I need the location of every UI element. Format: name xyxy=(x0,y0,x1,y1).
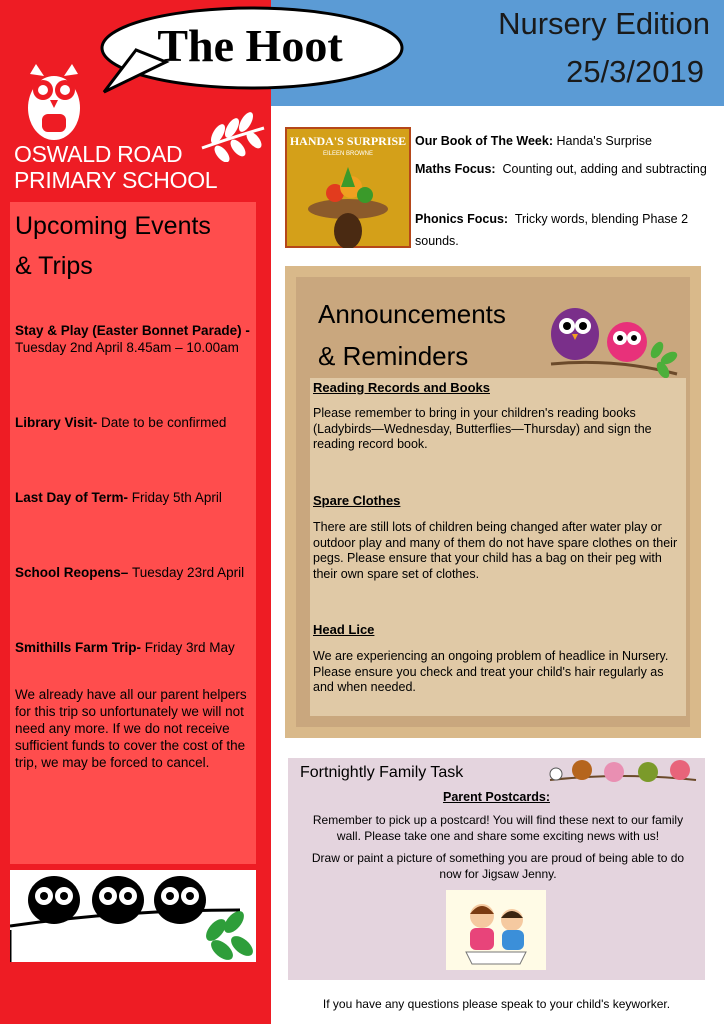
event-detail: Tuesday 2nd April 8.45am – 10.00am xyxy=(15,340,239,355)
event-item xyxy=(15,414,255,431)
children-writing-image xyxy=(446,890,546,970)
announcement-body: There are still lots of children being changed after water play or outdoor play and many of them do not have spare clothes on their pegs. Please ensure that your child has a bag on their peg with their own spare set of clothes. xyxy=(313,520,678,581)
owl-icon xyxy=(22,62,86,142)
event-label: Library Visit- xyxy=(15,415,102,430)
event-label: Last Day of Term- xyxy=(15,490,132,505)
owls-row-icon xyxy=(548,758,698,788)
school-name-line2: PRIMARY SCHOOL xyxy=(14,167,218,193)
event-label: Stay & Play (Easter Bonnet Parade) - xyxy=(15,323,250,338)
phonics-label: Phonics Focus: xyxy=(415,212,509,226)
announcement-heading: Spare Clothes xyxy=(313,493,401,508)
family-task-subtitle: Parent Postcards: xyxy=(443,790,550,804)
owls-on-branch-icon xyxy=(10,870,256,962)
maths-label: Maths Focus: xyxy=(415,162,496,176)
event-detail: Date to be confirmed xyxy=(101,415,227,430)
announcement-heading: Head Lice xyxy=(313,622,375,637)
event-item xyxy=(15,564,255,581)
events-title xyxy=(15,206,255,286)
book-cover-title: HANDA'S SURPRISE xyxy=(289,134,407,148)
newsletter-title: The Hoot xyxy=(157,20,343,71)
event-detail: Tuesday 23rd April xyxy=(132,565,245,580)
phonics-value: Tricky words, blending Phase 2 sounds. xyxy=(415,212,689,248)
footer-note: If you have any questions please speak to your child's keyworker. xyxy=(322,997,671,1011)
edition-label: Nursery Edition xyxy=(498,6,710,41)
owls-pair-icon xyxy=(545,298,685,388)
event-item xyxy=(15,489,255,506)
maths-focus xyxy=(415,158,715,180)
events-title-line1: Upcoming Events xyxy=(15,212,211,240)
events-title-line2: & Trips xyxy=(15,252,93,280)
book-cover-image xyxy=(285,127,411,248)
announcements-title-line2: & Reminders xyxy=(318,341,469,371)
event-item xyxy=(15,639,255,656)
phonics-focus xyxy=(415,208,715,252)
book-value: Handa's Surprise xyxy=(556,134,652,148)
family-task-title: Fortnightly Family Task xyxy=(300,764,464,781)
book-label: Our Book of The Week: xyxy=(415,134,553,148)
event-detail: Friday 5th April xyxy=(131,490,222,505)
family-task-text: Draw or paint a picture of something you are proud of being able to do now for Jigsaw Jenny. xyxy=(311,851,685,881)
event-label: Smithills Farm Trip- xyxy=(15,640,145,655)
school-name-line1: OSWALD ROAD xyxy=(14,141,183,167)
family-task-text: Remember to pick up a postcard! You will find these next to our family wall. Please take one and share some exciting news with us! xyxy=(312,813,684,843)
announcements-title-line1: Announcements xyxy=(318,299,506,329)
trip-note: We already have all our parent helpers for this trip so unfortunately we will not need any more. If we do not receive sufficient funds to cover the cost of the trip, we may be forced to cancel. xyxy=(15,687,247,770)
edition-date: 25/3/2019 xyxy=(566,54,704,89)
book-of-week xyxy=(415,130,715,152)
event-label: School Reopens– xyxy=(15,565,133,580)
announcement-body: Please remember to bring in your children's reading books (Ladybirds—Wednesday, Butterflies—Thursday) and sign the reading record book. xyxy=(313,406,652,451)
announcement-heading: Reading Records and Books xyxy=(313,380,490,395)
event-item xyxy=(15,322,255,356)
leaf-branch-icon xyxy=(200,108,266,162)
book-cover-author: EILEEN BROWNE xyxy=(322,151,374,157)
event-detail: Friday 3rd May xyxy=(144,640,235,655)
announcement-body: We are experiencing an ongoing problem of headlice in Nursery. Please ensure you check and treat your child's hair regularly as and when needed. xyxy=(313,649,669,694)
maths-value: Counting out, adding and subtracting xyxy=(502,162,707,176)
